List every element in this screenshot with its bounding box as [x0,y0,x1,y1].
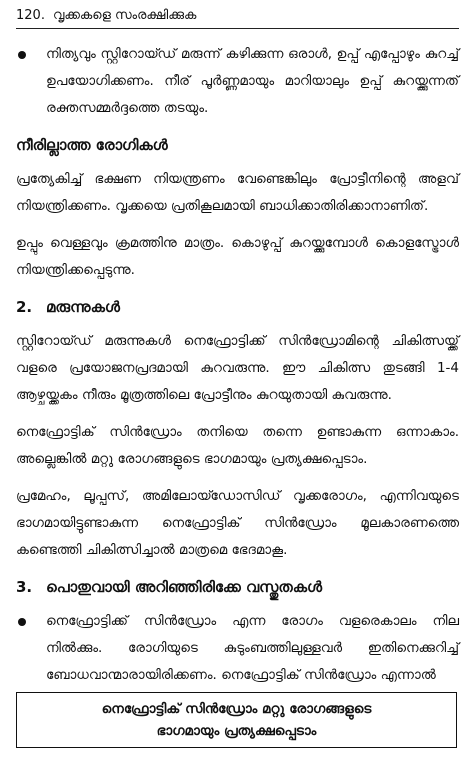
section-heading-medicines [16,294,459,320]
heading-text: പൊതുവായി അറിഞ്ഞിരിക്കേ വസ്തുതകൾ [46,578,323,596]
bullet-text: നെഫ്രോട്ടിക്ക് സിൻഡ്രോം എന്ന രോഗം വളരെകാലം നില നിൽക്കും. രോഗിയുടെ കുടുംബത്തിലുള്ളവർ ഇതിനെക്കുറിച്ച് ബോധവാന്മാരായിരിക്കണം. നെഫ്രോട്ടിക് സിൻഡ്രോം എന്നാൽ [46,613,459,683]
paragraph: പ്രത്യേകിച്ച് ഭക്ഷണ നിയന്ത്രണം വേണ്ടെങ്കിലും പ്രോട്ടീനിന്റെ അളവ് നിയന്ത്രിക്കണം. വൃക്കയെ പ്രതികൂലമായി ബാധിക്കാതിരിക്കാനാണിത്. [16,171,459,214]
callout-line: ഭാഗമായും പ്രത്യക്ഷപ്പെടാം [156,723,317,739]
bullet-item [16,41,459,122]
bullet-text: നിത്യവും സ്റ്റിറോയ്ഡ് മരുന്ന് കഴിക്കുന്ന ഒരാൾ, ഉപ്പ് എപ്പോഴും കുറച്ച് ഉപയോഗിക്കണം. നീര് പൂർണ്ണമായും മാറിയാലും ഉപ്പ് കുറയ്ക്കുന്നത് രക്തസമ്മർദ്ദത്തെ തടയും. [46,46,459,116]
page-number: 120. [16,8,45,23]
paragraph: നെഫ്രോട്ടിക് സിൻഡ്രോം തനിയെ തന്നെ ഉണ്ടാകുന്ന ഒന്നാകാം. അല്ലെങ്കിൽ മറ്റു രോഗങ്ങളുടെ ഭാഗമായും പ്രത്യക്ഷപ്പെടാം. [16,424,459,467]
section-heading-no-edema [16,132,459,158]
heading-text: മരുന്നുകൾ [46,298,120,316]
heading-number: 2. [16,298,33,316]
paragraph: സ്റ്റിറോയ്ഡ് മരുന്നുകൾ നെഫ്രോട്ടിക്ക് സിൻഡ്രോമിന്റെ ചികിത്സയ്ക്ക് വളരെ പ്രയോജനപ്രദമായി കുറവരുന്നു. ഈ ചികിത്സ തുടങ്ങി 1-4 ആഴ്ചയ്ക്കകം നീരും മൂത്രത്തിലെ പ്രോട്ടീനും കുറയുതായി കുവരുന്നു. [16,333,459,403]
paragraph: ഉപ്പും വെള്ളവും ക്രമത്തിനു മാത്രം. കൊഴുപ്പ് കുറയ്ക്കുമ്പോൾ കൊളസ്ട്രോൾ നിയന്ത്രിക്കപ്പെടുന്നു. [16,235,459,278]
bullet-item [16,608,459,689]
paragraph: പ്രമേഹം, ലൂപ്പസ്, അമിലോയ്ഡോസിഡ് വൃക്കരോഗം, എന്നിവയുടെ ഭാഗമായിട്ടുണ്ടാകുന്ന നെഫ്രോട്ടിക് സിൻഡ്രോം മൂലകാരണത്തെ കണ്ടെത്തി ചികിത്സിച്ചാൽ മാത്രമെ ഭേദമാകൂ. [16,488,459,558]
heading-text: നീരില്ലാത്ത രോഗികൾ [16,136,168,154]
callout-box [16,692,457,748]
bullet-dot-icon [18,618,26,626]
section-heading-general-facts [16,574,459,600]
bullet-dot-icon [18,51,26,59]
running-header [16,8,459,29]
heading-number: 3. [16,578,33,596]
book-title: വൃക്കകളെ സംരക്ഷിക്കുക [52,8,197,23]
callout-line: നെഫ്രോട്ടിക് സിൻഡ്രോം മറ്റു രോഗങ്ങളുടെ [101,701,372,717]
